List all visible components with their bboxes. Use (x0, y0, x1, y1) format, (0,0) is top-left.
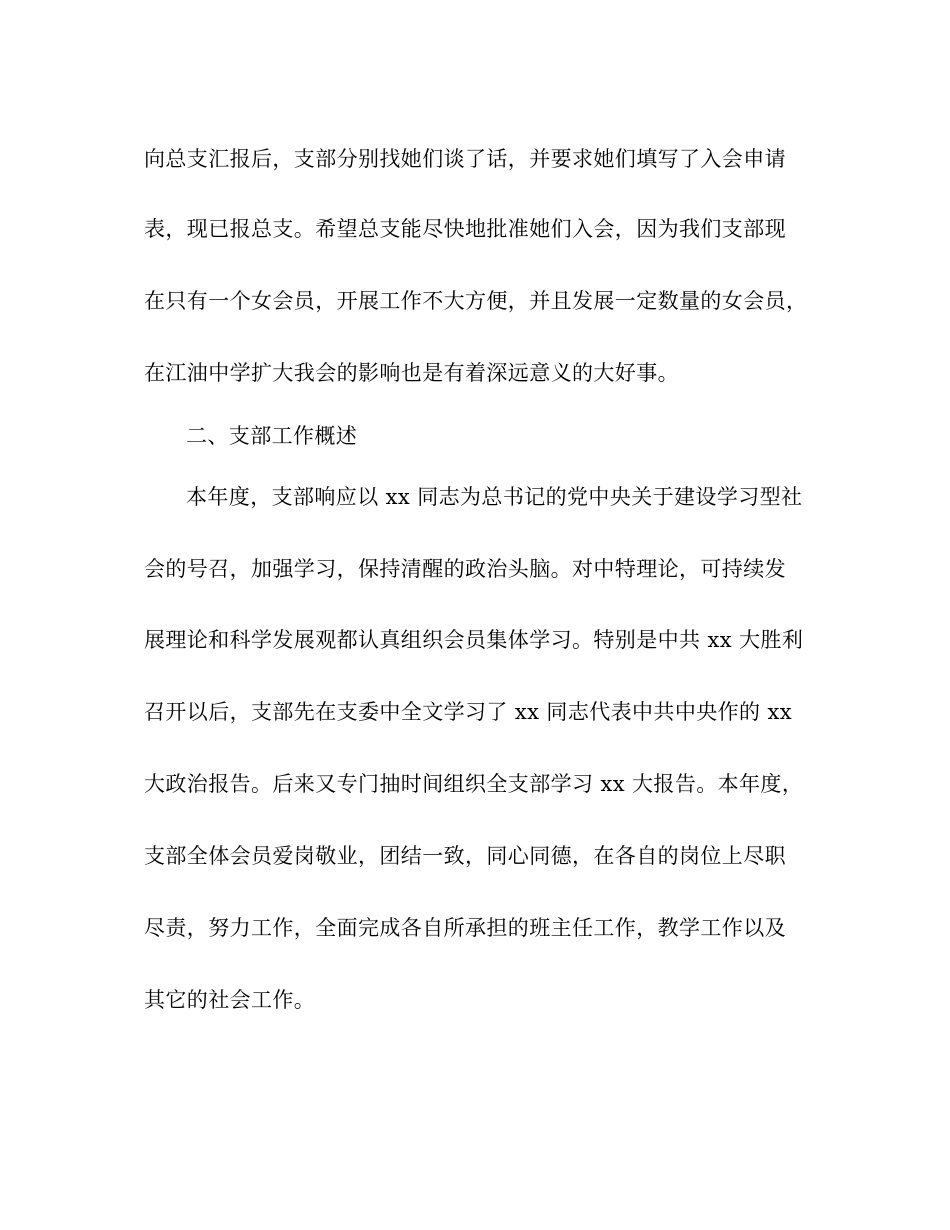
paragraph-line-2: 表，现已报总支。希望总支能尽快地批准她们入会，因为我们支部现 (144, 217, 786, 241)
paragraph-line-11: 支部全体会员爱岗敬业，团结一致，同心同德，在各自的岗位上尽职 (144, 844, 786, 868)
paragraph-line-8: 展理论和科学发展观都认真组织会员集体学习。特别是中共 xx 大胜利 (144, 628, 804, 652)
paragraph-line-12: 尽责，努力工作，全面完成各自所承担的班主任工作，教学工作以及 (144, 916, 786, 940)
paragraph-line-1: 向总支汇报后，支部分别找她们谈了话，并要求她们填写了入会申请 (144, 147, 786, 171)
paragraph-line-13: 其它的社会工作。 (144, 988, 316, 1012)
section-heading: 二、支部工作概述 (186, 424, 358, 448)
paragraph-line-3: 在只有一个女会员，开展工作不大方便，并且发展一定数量的女会员， (144, 289, 808, 313)
paragraph-line-6: 本年度，支部响应以 xx 同志为总书记的党中央关于建设学习型社 (186, 485, 803, 509)
paragraph-line-9: 召开以后，支部先在支委中全文学习了 xx 同志代表中共中央作的 xx (144, 700, 792, 724)
paragraph-line-10: 大政治报告。后来又专门抽时间组织全支部学习 xx 大报告。本年度， (144, 772, 804, 796)
paragraph-line-4: 在江油中学扩大我会的影响也是有着深远意义的大好事。 (144, 361, 679, 385)
paragraph-line-7: 会的号召，加强学习，保持清醒的政治头脑。对中特理论，可持续发 (144, 557, 786, 581)
